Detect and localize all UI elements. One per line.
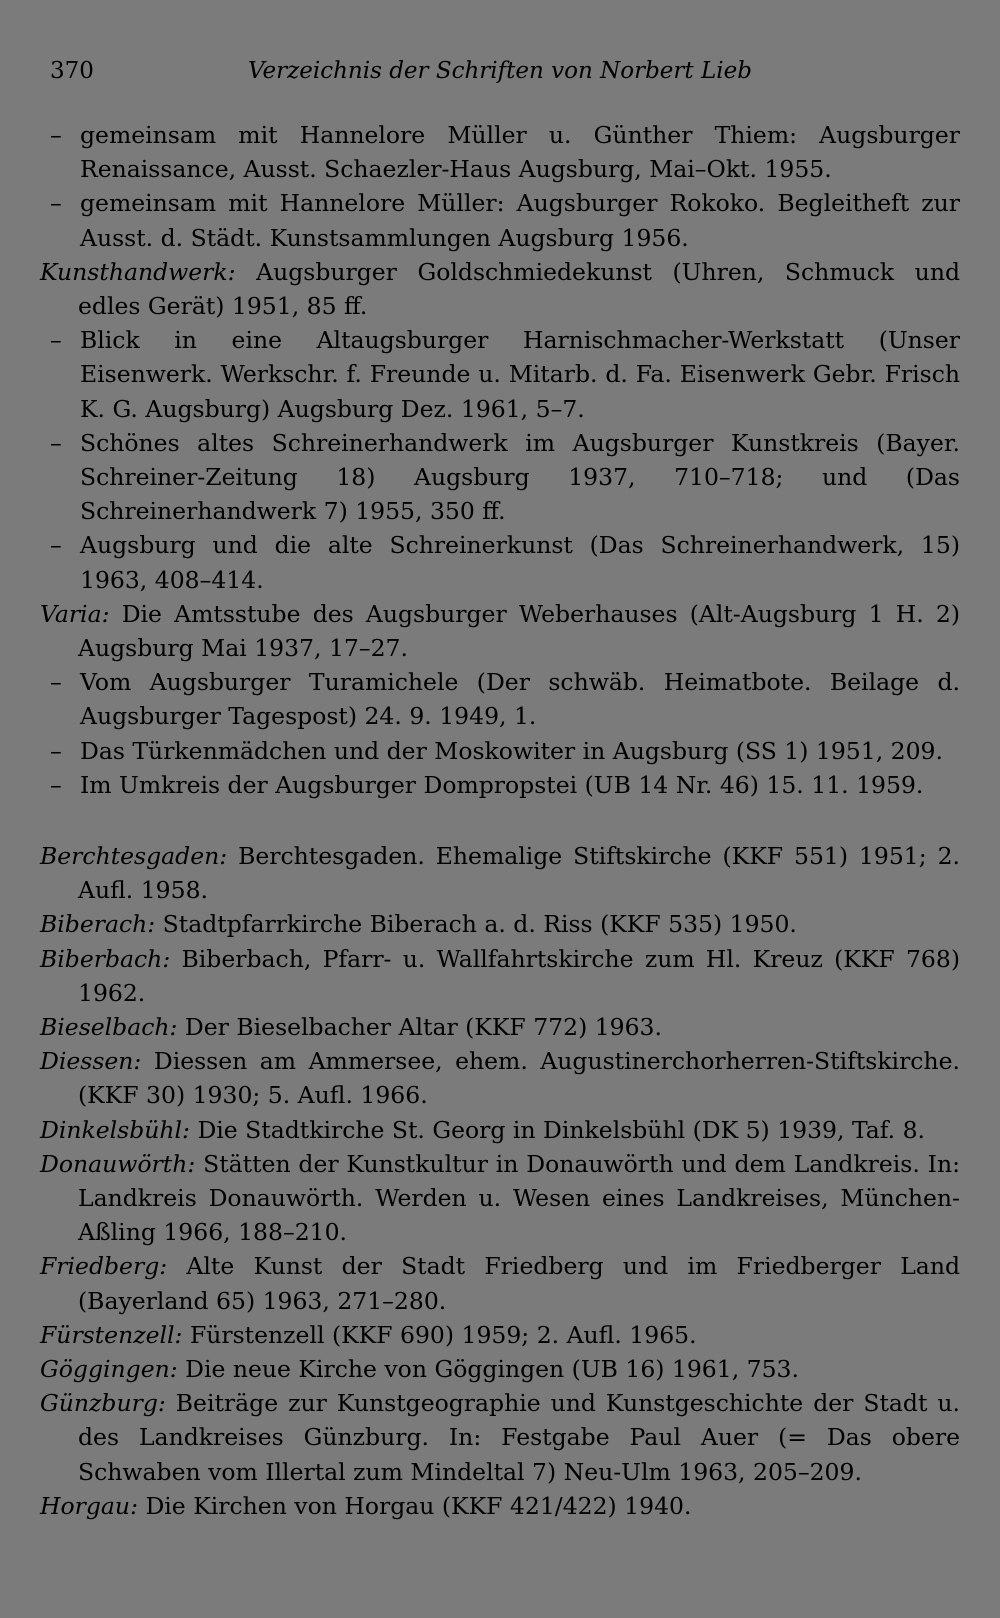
page-header	[50, 58, 950, 94]
entry-dash: –	[50, 121, 62, 149]
bibliography-entry	[40, 323, 960, 426]
entry-dash: –	[50, 668, 62, 697]
entry-text: Im Umkreis der Augsburger Dompropstei (UB 14 Nr. 46) 15. 11. 1959.	[80, 770, 924, 799]
entry-text: Augsburg und die alte Schreinerkunst (Das Schreinerhandwerk, 15) 1963, 408–414.	[80, 531, 960, 594]
bibliography-entry	[40, 1044, 960, 1112]
bibliography-entry	[40, 118, 960, 186]
entry-text: Schönes altes Schreinerhandwerk im Augsburger Kunstkreis (Bayer. Schreiner-Zeitung 18) Augsburg 1937, 710–718; und (Das Schreinerhandwerk 7) 1955, 350 ff.	[80, 428, 960, 526]
entry-dash: –	[50, 770, 62, 799]
page-number: 370	[50, 58, 94, 84]
bibliography-entry	[40, 1249, 960, 1317]
running-title: Verzeichnis der Schriften von Norbert Lieb	[248, 58, 752, 84]
bibliography-entry	[40, 1386, 960, 1489]
entry-text: Stätten der Kunstkultur in Donauwörth und dem Landkreis. In: Landkreis Donauwörth. Werden u. Wesen eines Landkreises, München-Aßling 1966, 188–210.	[78, 1149, 960, 1247]
entry-keyword: Varia:	[40, 599, 110, 628]
entry-keyword: Dinkelsbühl:	[40, 1115, 190, 1144]
bibliography-entry	[40, 734, 960, 768]
bibliography-entry	[40, 1489, 960, 1523]
bibliography-entry	[40, 665, 960, 733]
entry-keyword: Biberach:	[40, 910, 156, 939]
entry-keyword: Diessen:	[40, 1047, 142, 1076]
bibliography-entry	[40, 1147, 960, 1250]
bibliography-entry	[40, 1010, 960, 1044]
bibliography-entry	[40, 186, 960, 254]
entry-text: Stadtpfarrkirche Biberach a. d. Riss (KKF 535) 1950.	[155, 910, 797, 939]
entry-keyword: Kunsthandwerk:	[40, 257, 236, 286]
entry-text: Der Bieselbacher Altar (KKF 772) 1963.	[177, 1013, 662, 1042]
entry-text: Blick in eine Altaugsburger Harnischmacher-Werkstatt (Unser Eisenwerk. Werkschr. f. Freunde u. Mitarb. d. Fa. Eisenwerk Gebr. Frisch K. G. Augsburg) Augsburg Dez. 1961, 5–7.	[80, 326, 960, 423]
entry-keyword: Fürstenzell:	[40, 1320, 183, 1349]
entry-keyword: Göggingen:	[40, 1355, 178, 1384]
entry-dash: –	[50, 326, 62, 355]
entry-dash: –	[50, 736, 62, 765]
entry-dash: –	[50, 428, 62, 457]
bibliography-entry	[40, 942, 960, 1010]
entry-text: gemeinsam mit Hannelore Müller u. Günther Thiem: Augsburger Renaissance, Ausst. Schaezler-Haus Augsburg, Mai–Okt. 1955.	[80, 121, 960, 184]
bibliography-entry	[40, 907, 960, 941]
entry-text: Fürstenzell (KKF 690) 1959; 2. Aufl. 1965.	[182, 1320, 697, 1349]
bibliography-entry	[40, 528, 960, 596]
entry-keyword: Donauwörth:	[40, 1149, 196, 1178]
entry-text: gemeinsam mit Hannelore Müller: Augsburger Rokoko. Begleitheft zur Ausst. d. Städt. Kunstsammlungen Augsburg 1956.	[80, 189, 960, 252]
entry-text: Alte Kunst der Stadt Friedberg und im Friedberger Land (Bayerland 65) 1963, 271–280.	[78, 1252, 960, 1315]
bibliography-entry	[40, 597, 960, 665]
entry-dash: –	[50, 531, 62, 560]
bibliography-entry	[40, 1352, 960, 1386]
entry-text: Die Amtsstube des Augsburger Weberhauses (Alt-Augsburg 1 H. 2) Augsburg Mai 1937, 17–27.	[78, 599, 960, 663]
entry-text: Die Kirchen von Horgau (KKF 421/422) 1940.	[137, 1491, 692, 1520]
entry-text: Biberbach, Pfarr- u. Wallfahrtskirche zum Hl. Kreuz (KKF 768) 1962.	[78, 944, 960, 1007]
entry-keyword: Günzburg:	[40, 1389, 166, 1418]
bibliography-entry	[40, 255, 960, 323]
bibliography-section-topics	[40, 118, 960, 802]
entry-text: Beiträge zur Kunstgeographie und Kunstgeschichte der Stadt u. des Landkreises Günzburg. In: Festgabe Paul Auer (= Das obere Schwaben vom Illertal zum Mindeltal 7) Neu-Ulm 1963, 205–209.	[78, 1389, 960, 1486]
entry-text: Augsburger Goldschmiedekunst (Uhren, Schmuck und edles Gerät) 1951, 85 ff.	[78, 257, 960, 321]
bibliography-entry	[40, 839, 960, 907]
bibliography-entry	[40, 1318, 960, 1352]
entry-keyword: Bieselbach:	[40, 1013, 178, 1042]
entry-text: Vom Augsburger Turamichele (Der schwäb. Heimatbote. Beilage d. Augsburger Tagespost) 24. 9. 1949, 1.	[80, 668, 960, 731]
entry-text: Die neue Kirche von Göggingen (UB 16) 1961, 753.	[177, 1355, 799, 1384]
entry-text: Die Stadtkirche St. Georg in Dinkelsbühl (DK 5) 1939, Taf. 8.	[189, 1115, 926, 1144]
entry-keyword: Biberbach:	[40, 944, 171, 973]
entry-keyword: Horgau:	[40, 1491, 138, 1520]
bibliography-section-places	[40, 839, 960, 1523]
bibliography-entry	[40, 1113, 960, 1147]
entry-keyword: Friedberg:	[40, 1252, 168, 1281]
entry-keyword: Berchtesgaden:	[40, 842, 228, 870]
bibliography-entry	[40, 426, 960, 529]
bibliography-entry	[40, 768, 960, 802]
entry-text: Diessen am Ammersee, ehem. Augustinerchorherren-Stiftskirche. (KKF 30) 1930; 5. Aufl. 1966.	[78, 1047, 960, 1110]
entry-text: Das Türkenmädchen und der Moskowiter in Augsburg (SS 1) 1951, 209.	[80, 736, 943, 765]
entry-text: Berchtesgaden. Ehemalige Stiftskirche (KKF 551) 1951; 2. Aufl. 1958.	[78, 842, 960, 905]
entry-dash: –	[50, 189, 62, 218]
